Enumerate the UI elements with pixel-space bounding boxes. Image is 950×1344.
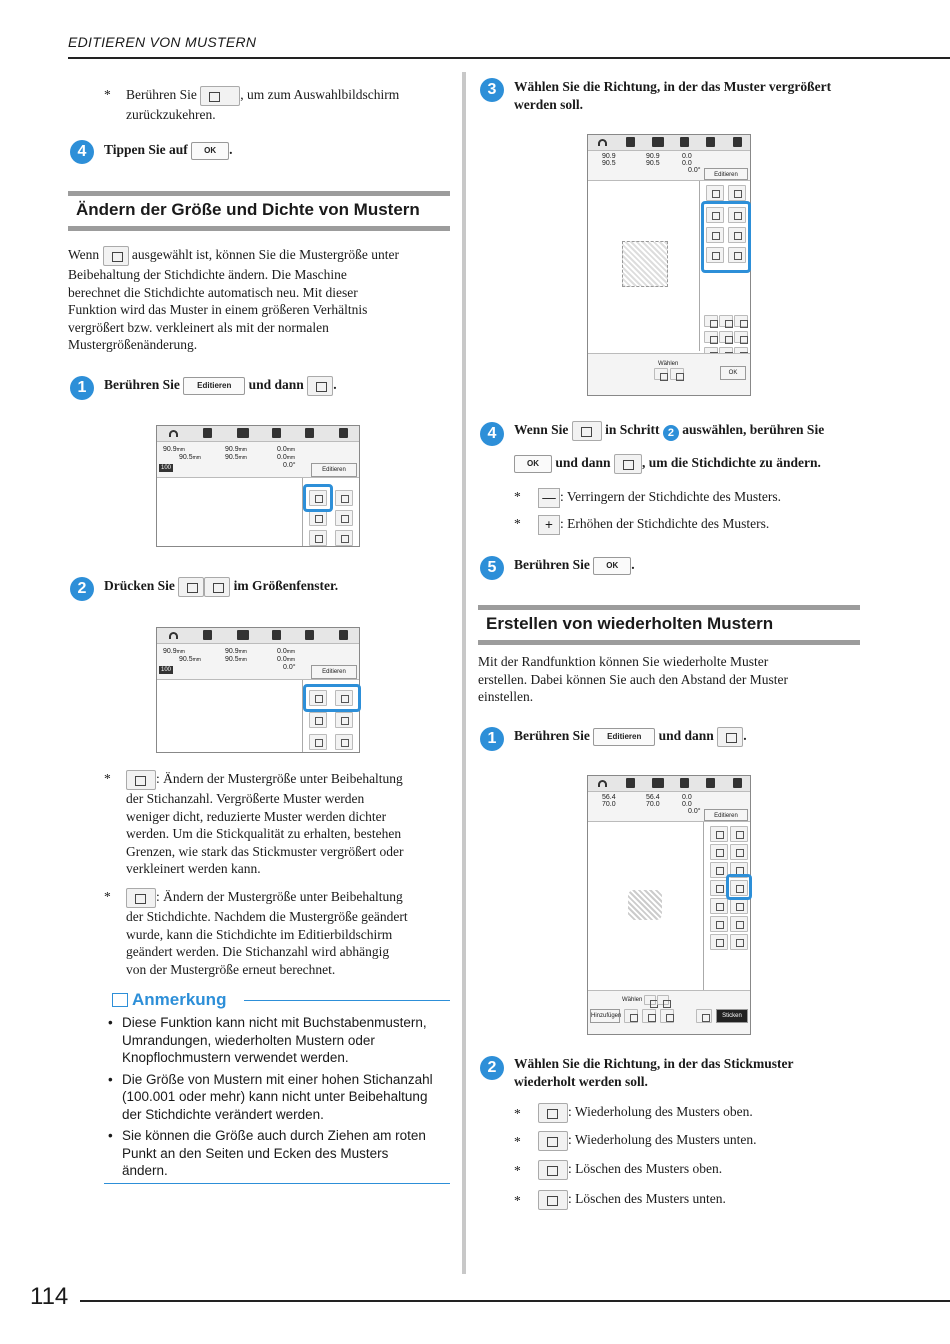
r-step-4-badge: 4 — [480, 422, 504, 446]
size-density-icon — [103, 246, 129, 266]
step-4-text: Tippen Sie auf OK . — [104, 141, 444, 160]
minus-bullet: — : Verringern der Stichdichte des Musters. — [538, 488, 878, 508]
minus-icon: — — [538, 488, 560, 508]
screen-direction: 90.9 90.5 90.9 90.5 0.0 0.0 0.0° Editieren Wählen OK — [587, 134, 751, 396]
back-icon — [200, 86, 240, 106]
ok-button-icon: OK — [191, 142, 229, 160]
plus-bullet: + : Erhöhen der Stichdichte des Musters. — [538, 515, 878, 535]
r-s2-badge: 2 — [480, 1056, 504, 1080]
border-repeat-icon — [717, 727, 743, 747]
repeat-paragraph: Mit der Randfunktion können Sie wiederholte Muster erstellen. Dabei können Sie auch den Abstand der Muster einstellen. — [478, 654, 789, 704]
header-rule — [68, 57, 950, 59]
density-adjust-icon — [614, 454, 642, 474]
editieren-button-icon: Editieren — [593, 728, 655, 746]
highlight-resize — [303, 484, 333, 512]
embroidery-pattern — [622, 241, 668, 287]
note-item: • Die Größe von Mustern mit einer hohen Stichanzahl (100.001 oder mehr) kann nicht unter Beibehaltung der Stichdichte verändert werden. — [108, 1071, 433, 1122]
note-list — [108, 1014, 454, 1180]
bullet-stitch-density: : Ändern der Mustergröße unter Beibehaltung der Stichdichte. Nachdem die Mustergröße geändert wurde, kann die Stichdichte im Editierbildschirm geändert werden. Die Stichanzahl wird abhängig von der Mustergröße erneut berechnet. — [126, 889, 408, 977]
step-1-badge: 1 — [70, 376, 94, 400]
repeat-up-icon — [538, 1103, 568, 1123]
note-header: Anmerkung — [112, 990, 226, 1010]
r-step-3-text: Wählen Sie die Richtung, in der das Muster vergrößert werden soll. — [514, 79, 832, 112]
delete-down-icon — [538, 1190, 568, 1210]
note-pencil-icon — [112, 993, 128, 1007]
note-item: • Diese Funktion kann nicht mit Buchstabenmustern, Umrandungen, wiederholten Mustern oder Knopflochmustern verwendet werden. — [108, 1015, 427, 1065]
r-s2-text: Wählen Sie die Richtung, in der das Stickmuster wiederholt werden soll. — [514, 1056, 794, 1089]
resize-stitch-count-icon — [178, 577, 204, 597]
r-step-5-badge: 5 — [480, 556, 504, 580]
editieren-button-icon: Editieren — [183, 377, 245, 395]
step-4-badge: 4 — [70, 140, 94, 164]
r-s1-text: Berühren Sie Editieren und dann . — [514, 727, 874, 747]
screen-repeat: 56.4 70.0 56.4 70.0 0.0 0.0 0.0° Editieren Wählen Hinzufügen Sticken — [587, 775, 751, 1035]
delete-up-icon — [538, 1160, 568, 1180]
screen-size-window: 90.9mm 90.5mm 90.9mm 90.5mm 0.0mm 0.0mm 0.0° 100 Editieren — [156, 627, 360, 753]
r-step-4-text-2: OK und dann , um die Stichdichte zu ändern. — [514, 454, 894, 474]
intro-text: Berühren Sie , um zum Auswahlbildschirm zurückzukehren. — [126, 87, 400, 122]
note-item: • Sie können die Größe auch durch Ziehen am roten Punkt an den Seiten und Ecken des Musters ändern. — [108, 1128, 426, 1178]
screen-editing-1: 90.9mm 90.5mm 90.9mm 90.5mm 0.0mm 0.0mm 0.0° 100 Editieren — [156, 425, 360, 547]
intro-bullet: * — [104, 87, 111, 102]
repeat-down-icon — [538, 1131, 568, 1151]
page-number: 114 — [30, 1283, 69, 1310]
footer-rule — [80, 1300, 950, 1302]
page-header: EDITIEREN VON MUSTERN — [68, 34, 257, 50]
stitch-density-icon — [126, 888, 156, 908]
repeat-up-bullet: : Wiederholung des Musters oben. — [538, 1103, 878, 1123]
size-paragraph: Wenn ausgewählt ist, können Sie die Mustergröße unter Beibehaltung der Stichdichte ändern. Die Maschine berechnet die Stichdichte automatisch neu. Mit dieser Funktion wird das Muster in einem größeren Verhältnis vergrößert bzw. verkleinert als mit der normalen Mustergrößenänderung. — [68, 247, 399, 352]
embroidery-pattern — [628, 890, 662, 920]
column-divider — [462, 72, 466, 1274]
stitch-count-icon — [126, 770, 156, 790]
ok-button-icon: OK — [514, 455, 552, 473]
r-step-4-text: Wenn Sie in Schritt 2 auswählen, berühren Sie — [514, 422, 825, 440]
r-step-5-text: Berühren Sie OK . — [514, 556, 854, 575]
delete-down-bullet: : Löschen des Musters unten. — [538, 1190, 878, 1210]
resize-icon — [307, 376, 333, 396]
delete-up-bullet: : Löschen des Musters oben. — [538, 1160, 878, 1180]
highlight-direction — [701, 201, 751, 273]
density-icon — [572, 421, 602, 441]
bullet-stitch-count: : Ändern der Mustergröße unter Beibehaltung der Stichanzahl. Vergrößerte Muster werden weniger dicht, reduzierte Muster werden dichter werden. Um die Stickqualität zu erhalten, bestehen Grenzen, wie stark das Stickmuster vergrößert oder verkleinert werden kann. — [126, 771, 404, 876]
resize-density-icon — [204, 577, 230, 597]
ok-button-icon: OK — [593, 557, 631, 575]
section-title-size: Ändern der Größe und Dichte von Mustern — [68, 191, 450, 231]
r-step-3-badge: 3 — [480, 78, 504, 102]
step-2-text: Drücken Sie im Größenfenster. — [104, 577, 454, 597]
highlight-size-options — [303, 684, 361, 712]
highlight-border-repeat — [726, 874, 752, 900]
repeat-down-bullet: : Wiederholung des Musters unten. — [538, 1131, 878, 1151]
plus-icon: + — [538, 515, 560, 535]
r-s1-badge: 1 — [480, 727, 504, 751]
step-2-badge: 2 — [70, 577, 94, 601]
step-1-text: Berühren Sie Editieren und dann . — [104, 376, 454, 396]
section-title-repeat: Erstellen von wiederholten Mustern — [478, 605, 860, 645]
